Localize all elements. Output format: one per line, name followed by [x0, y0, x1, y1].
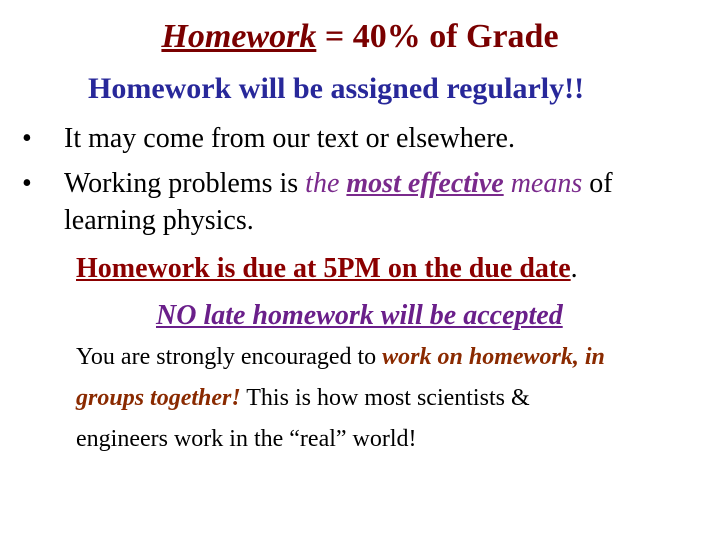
bullet-text-part2: of: [582, 168, 613, 199]
groups-emphasis-a: work on homework, in: [382, 344, 605, 370]
groups-line-3: engineers work in the “real” world!: [76, 426, 417, 452]
bullet-item-1: [22, 123, 515, 155]
groups-line-1: [76, 344, 605, 371]
bullet-emphasis-the: the: [305, 168, 347, 199]
bullet-symbol: •: [22, 123, 32, 154]
due-date-period: .: [570, 253, 578, 284]
bullet-item-2-continuation: learning physics.: [64, 205, 254, 236]
late-policy-text: NO late homework will be accepted: [156, 300, 563, 331]
title-rest: = 40% of Grade: [316, 18, 559, 55]
groups-intro: You are strongly encouraged to: [76, 344, 383, 370]
slide-title: [0, 18, 720, 56]
slide-subtitle: Homework will be assigned regularly!!: [88, 72, 585, 105]
late-policy-notice: [156, 300, 563, 332]
due-date-notice: [76, 253, 578, 285]
groups-emphasis-b: groups together!: [76, 385, 241, 411]
bullet-text-part1: Working problems is: [64, 168, 306, 199]
bullet-item-2: [22, 168, 613, 200]
due-date-text: Homework is due at 5PM on the due date: [76, 253, 571, 284]
groups-line-2: [76, 385, 530, 412]
bullet-emphasis-means: means: [503, 168, 583, 199]
title-emphasis: Homework: [161, 18, 317, 55]
groups-after: This is how most scientists &: [240, 385, 530, 411]
bullet-symbol: •: [22, 168, 32, 199]
bullet-emphasis-most-effective: most effective: [346, 168, 504, 199]
bullet-text: It may come from our text or elsewhere.: [64, 123, 515, 154]
